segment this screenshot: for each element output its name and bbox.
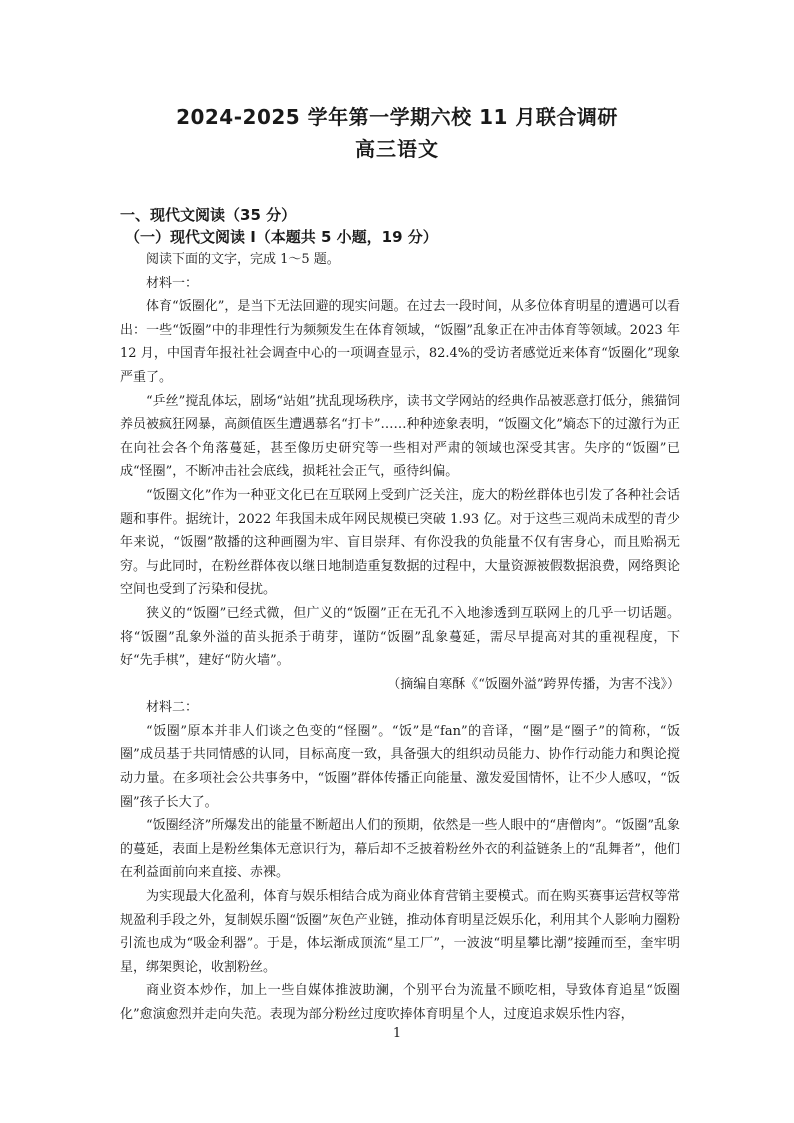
- paragraph: 狭义的“饭圈”已经式微，但广义的“饭圈”正在无孔不入地渗透到互联网上的几乎一切话题。将“饭圈”乱象外溢的苗头扼杀于萌芽，谨防“饭圈”乱象蔓延，需尽早提高对其的重视程度，下好“先手棋”，建好“防火墙”。: [120, 605, 680, 669]
- subsection-heading: （一）现代文阅读 I（本题共 5 小题，19 分）: [125, 228, 438, 246]
- paragraph: 商业资本炒作，加上一些自媒体推波助澜，个别平台为流量不顾吃相，导致体育追星“饭圈化”愈演愈烈并走向失范。表现为部分粉丝过度吹捧体育明星个人，过度追求娱乐性内容，: [120, 983, 680, 1022]
- exam-subject: 高三语文: [355, 137, 439, 161]
- section-heading: 一、现代文阅读（35 分）: [120, 206, 297, 224]
- material-1-label: 材料一：: [146, 275, 199, 291]
- paragraph: 为实现最大化盈利，体育与娱乐相结合成为商业体育营销主要模式。而在购买赛事运营权等常规盈利手段之外，复制娱乐圈“饭圈”灰色产业链，推动体育明星泛娱乐化，利用其个人影响力圈粉引流也成为“吸金利器”。于是，体坛渐成顶流“星工厂”，一波波“明星攀比潮”接踵而至，奎牢明星，绑架舆论，收割粉丝。: [120, 889, 680, 975]
- paragraph: “乒丝”搅乱体坛，剧场“站姐”扰乱现场秩序，读书文学网站的经典作品被恶意打低分，熊猫饲养员被疯狂网暴，高颜值医生遭遇慕名“打卡”……种种迹象表明，“饭圈文化”熵态下的过激行为正在向社会各个角落蔓延，甚至像历史研究等一些相对严肃的领域也深受其害。失序的“饭圈”已成“怪圈”，不断冲击社会底线，损耗社会正气，亟待纠偏。: [120, 393, 680, 480]
- exam-title: 2024-2025 学年第一学期六校 11 月联合调研: [176, 105, 618, 129]
- material-2-label: 材料二：: [146, 700, 199, 716]
- paragraph: “饭圈文化”作为一种亚文化已在互联网上受到广泛关注，庞大的粉丝群体也引发了各种社会话题和事件。据统计，2022 年我国未成年网民规模已突破 1.93 亿。对于这些三观尚未成型的青少年来说，“饭圈”散播的这种画圈为牢、盲目崇拜、有你没我的负能量不仅有害身心，而且贻祸无穷。与此同时，在粉丝群体夜以继日地制造重复数据的过程中，大量资源被假数据浪费，网络舆论空间也受到了污染和侵扰。: [120, 487, 680, 598]
- paragraph: 体育“饭圈化”，是当下无法回避的现实问题。在过去一段时间，从多位体育明星的遭遇可以看出：一些“饭圈”中的非理性行为频频发生在体育领域，“饭圈”乱象正在冲击体育等领域。2023 年 12 月，中国青年报社社会调查中心的一项调查显示，82.4%的受访者感觉近来体育“饭圈化”现象严重了。: [120, 299, 680, 385]
- paragraph: “饭圈经济”所爆发出的能量不断超出人们的预期，依然是一些人眼中的“唐僧肉”。“饭圈”乱象的蔓延，表面上是粉丝集体无意识行为，幕后却不乏披着粉丝外衣的利益链条上的“乱舞者”，他们在利益面前向来直接、赤裸。: [120, 818, 680, 881]
- instruction-text: 阅读下面的文字，完成 1～5 题。: [146, 252, 340, 267]
- source-citation: （摘编自寒酥《“饭圈外溢”跨界传播，为害不浅》）: [387, 676, 680, 692]
- page-number: 1: [392, 1026, 402, 1041]
- reading-passage: [120, 248, 680, 1027]
- paragraph: “饭圈”原本并非人们谈之色变的“怪圈”。“饭”是“fan”的音译，“圈”是“圈子”的简称，“饭圈”成员基于共同情感的认同，目标高度一致，具备强大的组织动员能力、协作行动能力和舆论搅动力量。在多项社会公共事务中，“饭圈”群体传播正向能量、激发爱国情怀，让不少人感叹，“饭圈”孩子长大了。: [120, 723, 680, 810]
